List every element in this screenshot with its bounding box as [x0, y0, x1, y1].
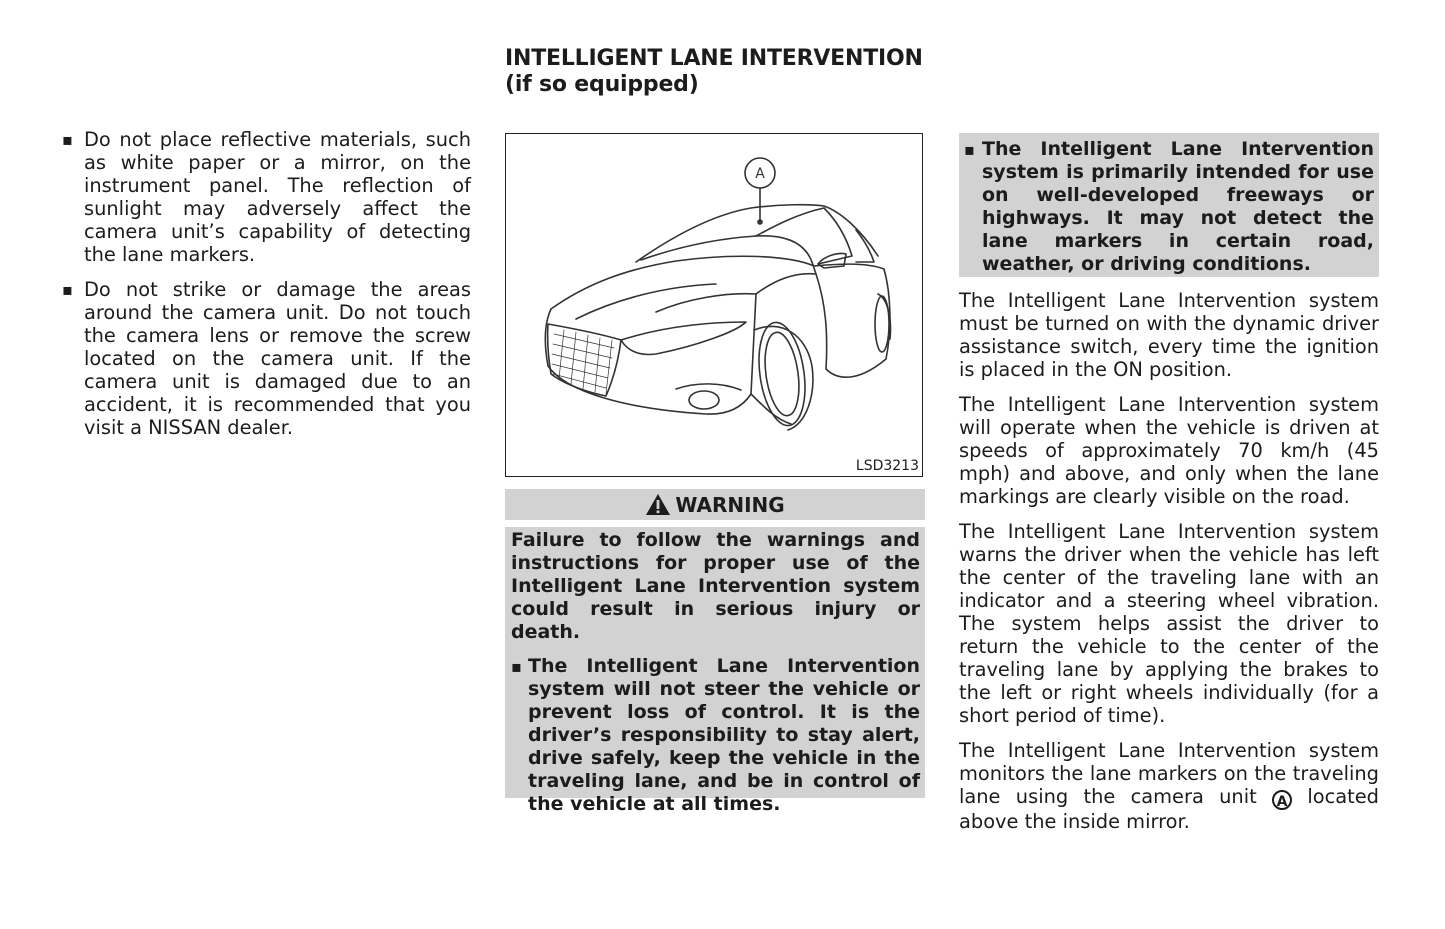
left-column	[60, 128, 471, 451]
warning-heading: WARNING	[675, 492, 785, 517]
paragraph-last	[959, 739, 1379, 833]
middle-column	[505, 46, 925, 815]
bullet-icon: ▪	[62, 280, 73, 299]
callout-a-icon: A	[1272, 790, 1292, 810]
list-item	[964, 138, 1374, 276]
bullet-icon: ▪	[511, 657, 522, 676]
warning-body	[505, 527, 925, 815]
bullet-text: The Intelligent Lane Intervention system is primarily intended for use on well-developed freeways or highways. It may not detect the lane markers in certain road, weather, or driving conditions.	[982, 138, 1374, 275]
list-item	[511, 655, 920, 816]
bullet-text: Do not strike or damage the areas around the camera unit. Do not touch the camera lens or remove the screw located on the camera unit. If the camera unit is damaged due to an accident, it is recommended that you visit a NISSAN dealer.	[84, 278, 471, 439]
note-box	[959, 133, 1379, 277]
left-bullet-list	[60, 128, 471, 439]
callout-label: A	[755, 166, 765, 182]
bullet-icon: ▪	[964, 140, 975, 159]
right-column	[959, 133, 1379, 845]
figure-code: LSD3213	[855, 458, 919, 474]
bullet-text: Do not place reflective materials, such as white paper or a mirror, on the instrument panel. The reflection of sunlight may adversely affect the camera unit’s capability of detecting the lane markers.	[84, 128, 471, 266]
section-title: INTELLIGENT LANE INTERVENTION (if so equipped)	[505, 46, 923, 97]
warning-heading-bar	[505, 489, 925, 520]
paragraph: The Intelligent Lane Intervention system will operate when the vehicle is driven at speeds of approximately 70 km/h (45 mph) and above, and only when the lane markings are clearly visible on the road.	[959, 393, 1379, 508]
list-item	[60, 278, 471, 439]
warning-bullet-list	[511, 655, 920, 816]
paragraph: The Intelligent Lane Intervention system warns the driver when the vehicle has left the center of the traveling lane with an indicator and a steering wheel vibration. The system helps assist the driver to return the vehicle to the center of the traveling lane by applying the brakes to the left or right wheels individually (for a short period of time).	[959, 520, 1379, 727]
bullet-text: The Intelligent Lane Intervention system will not steer the vehicle or prevent loss of control. It is the driver’s responsibility to stay alert, drive safely, keep the vehicle in the traveling lane, and be in control of the vehicle at all times.	[528, 655, 920, 815]
list-item	[60, 128, 471, 266]
bullet-icon: ▪	[62, 130, 73, 149]
paragraph-text: The Intelligent Lane Intervention system monitors the lane markers on the traveling lane using the camera unit	[959, 739, 1379, 808]
car-figure	[505, 133, 923, 477]
car-illustration-icon	[506, 134, 922, 476]
note-bullet-list	[964, 138, 1374, 276]
paragraph: The Intelligent Lane Intervention system must be turned on with the dynamic driver assistance switch, every time the ignition is placed in the ON position.	[959, 289, 1379, 381]
warning-intro: Failure to follow the warnings and instructions for proper use of the Intelligent Lane Intervention system could result in serious injury or death.	[511, 529, 920, 643]
warning-triangle-icon	[645, 493, 671, 516]
paragraph-text: located above the inside mirror.	[959, 785, 1379, 833]
